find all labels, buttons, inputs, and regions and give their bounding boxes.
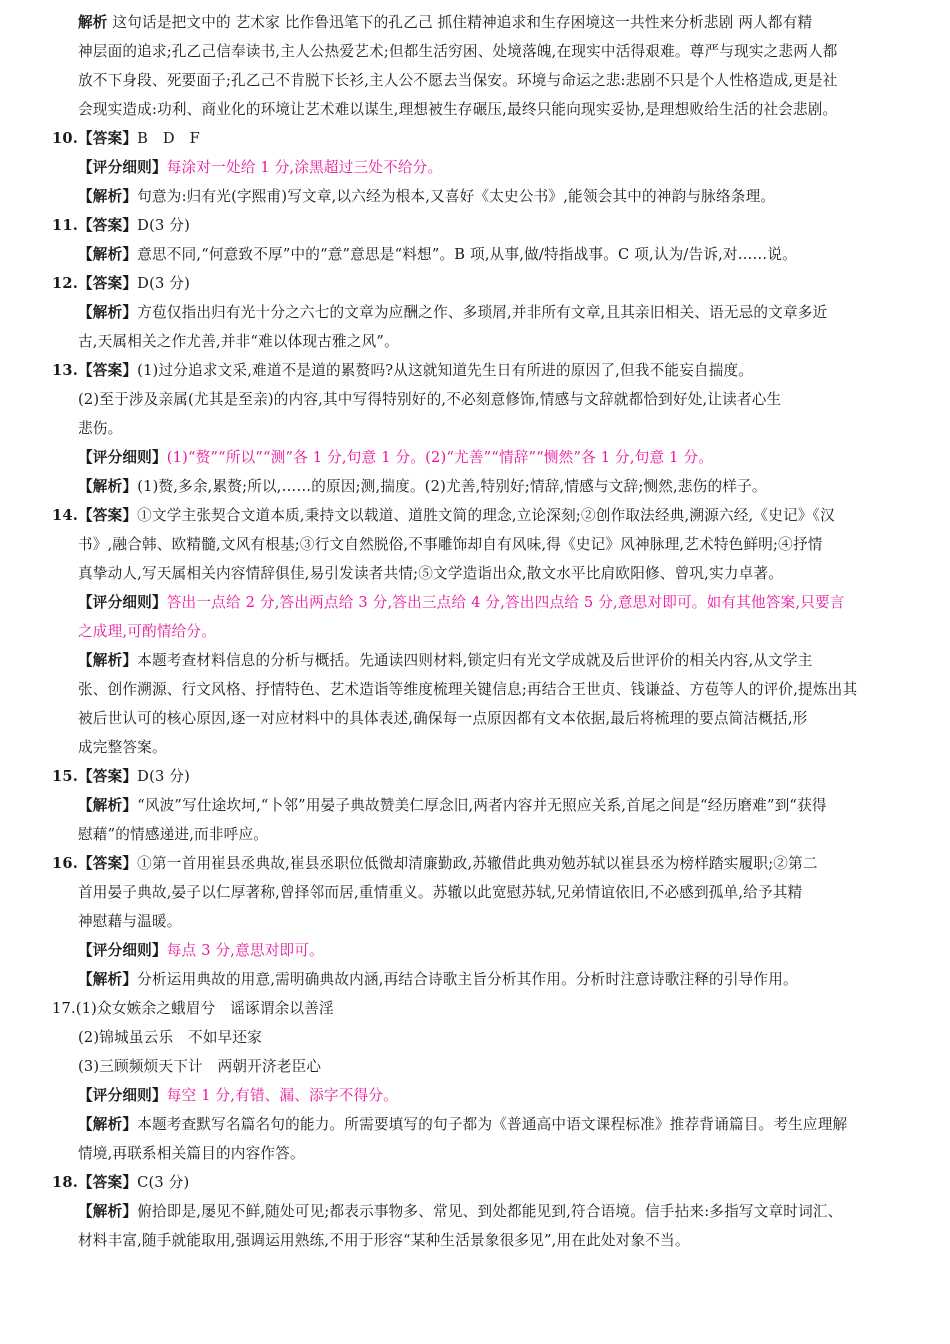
body-text: 神层面的追求;孔乙己信奉读书,主人公热爱艺术;但都生活穷困、处境落魄,在现实中活得艰难。尊严与现实之悲两人都: [78, 43, 838, 60]
section-label: 【解析】: [78, 246, 138, 263]
text-line: [52, 327, 902, 356]
text-line: [52, 298, 902, 327]
body-text: ①第一首用崔县丞典故,崔县丞职位低微却清廉勤政,苏辙借此典劝勉苏轼以崔县丞为榜样踏实履职;②第二: [137, 855, 818, 872]
text-line: [52, 762, 902, 791]
text-line: [52, 1081, 902, 1110]
section-label: 11.【答案】: [52, 217, 138, 234]
section-label: 【解析】: [78, 478, 138, 495]
section-label: 【评分细则】: [78, 942, 167, 959]
body-text: 材料丰富,随手就能取用,强调运用熟练,不用于形容“某种生活景象很多见”,用在此处对象不当。: [78, 1232, 690, 1249]
body-text: (3)三顾频烦天下计 两朝开济老臣心: [78, 1058, 322, 1075]
body-text: D(3 分): [137, 768, 190, 785]
body-text: 成完整答案。: [78, 739, 167, 756]
text-line: [52, 472, 902, 501]
text-line: [52, 820, 902, 849]
section-label: 解析: [78, 14, 108, 31]
text-line: [52, 849, 902, 878]
body-text: D(3 分): [137, 275, 190, 292]
scoring-rule-text: 每涂对一处给 1 分,涂黑超过三处不给分。: [166, 159, 443, 176]
section-label: 【解析】: [78, 797, 138, 814]
text-line: [52, 1168, 902, 1197]
text-line: [52, 646, 902, 675]
body-text: 会现实造成:功利、商业化的环境让艺术难以谋生,理想被生存碾压,最终只能向现实妥协,是理想败给生活的社会悲剧。: [78, 101, 838, 118]
scoring-rule-text: (1)“赘”“所以”“测”各 1 分,句意 1 分。(2)“尤善”“情辞”“恻然”各 1 分,句意 1 分。: [166, 449, 714, 466]
section-label: 12.【答案】: [52, 275, 138, 292]
text-line: [52, 936, 902, 965]
body-text: 神慰藉与温暖。: [78, 913, 182, 930]
body-text: 张、创作溯源、行文风格、抒情特色、艺术造诣等维度梳理关键信息;再结合王世贞、钱谦益、方苞等人的评价,提炼出其: [78, 681, 858, 698]
body-text: 方苞仅指出归有光十分之六七的文章为应酬之作、多琐屑,并非所有文章,且其亲旧相关、语无忌的文章多近: [137, 304, 828, 321]
text-line: [52, 704, 902, 733]
body-text: 书》,融合韩、欧精髓,文风有根基;③行文自然脱俗,不事雕饰却自有风味,得《史记》风神脉理,艺术特色鲜明;④抒情: [78, 536, 823, 553]
body-text: 慰藉”的情感递进,而非呼应。: [78, 826, 269, 843]
text-line: [52, 269, 902, 298]
text-line: [52, 95, 902, 124]
text-line: [52, 733, 902, 762]
text-line: [52, 414, 902, 443]
body-text: C(3 分): [137, 1174, 190, 1191]
section-label: 【解析】: [78, 1116, 138, 1133]
scoring-rule-text: 每点 3 分,意思对即可。: [166, 942, 324, 959]
text-line: [52, 182, 902, 211]
text-line: [52, 530, 902, 559]
section-label: 15.【答案】: [52, 768, 138, 785]
section-label: 【解析】: [78, 188, 138, 205]
section-label: 【解析】: [78, 652, 138, 669]
section-label: 【评分细则】: [78, 594, 167, 611]
text-line: [52, 66, 902, 95]
body-text: 分析运用典故的用意,需明确典故内涵,再结合诗歌主旨分析其作用。分析时注意诗歌注释的引导作用。: [137, 971, 798, 988]
text-line: [52, 211, 902, 240]
body-text: 这句话是把文中的 艺术家 比作鲁迅笔下的孔乙己 抓住精神追求和生存困境这一共性来分析悲剧 两人都有精: [107, 14, 813, 31]
body-text: 17.(1)众女嫉余之蛾眉兮 谣诼谓余以善淫: [52, 1000, 334, 1017]
body-text: 意思不同,“何意致不厚”中的“意”意思是“料想”。B 项,从事,做/特指战事。C 项,认为/告诉,对……说。: [137, 246, 797, 263]
text-line: [52, 443, 902, 472]
scoring-rule-text: 之成理,可酌情给分。: [78, 623, 216, 640]
scoring-rule-text: 每空 1 分,有错、漏、添字不得分。: [166, 1087, 398, 1104]
text-line: [52, 385, 902, 414]
text-line: [52, 1110, 902, 1139]
text-line: [52, 8, 902, 37]
body-text: “风波”写仕途坎坷,“卜邻”用晏子典故赞美仁厚念旧,两者内容并无照应关系,首尾之间是“经历磨难”到“获得: [137, 797, 827, 814]
text-line: [52, 617, 902, 646]
body-text: (2)锦城虽云乐 不如早还家: [78, 1029, 263, 1046]
section-label: 【评分细则】: [78, 449, 167, 466]
body-text: 放不下身段、死要面子;孔乙己不肯脱下长衫,主人公不愿去当保安。环境与命运之悲:悲剧不只是个人性格造成,更是社: [78, 72, 838, 89]
body-text: 情境,再联系相关篇目的内容作答。: [78, 1145, 305, 1162]
section-label: 10.【答案】: [52, 130, 138, 147]
text-line: [52, 588, 902, 617]
text-line: [52, 1052, 902, 1081]
text-line: [52, 1023, 902, 1052]
text-line: [52, 1226, 902, 1255]
body-text: ①文学主张契合文道本质,秉持文以载道、道胜文简的理念,立论深刻;②创作取法经典,溯源六经,《史记》《汉: [137, 507, 835, 524]
text-line: [52, 965, 902, 994]
section-label: 【评分细则】: [78, 1087, 167, 1104]
section-label: 18.【答案】: [52, 1174, 138, 1191]
text-line: [52, 907, 902, 936]
body-text: 被后世认可的核心原因,逐一对应材料中的具体表述,确保每一点原因都有文本依据,最后将梳理的要点简洁概括,形: [78, 710, 808, 727]
body-text: 俯拾即是,屡见不鲜,随处可见;都表示事物多、常见、到处都能见到,符合语境。信手拈来:多指写文章时词汇、: [137, 1203, 843, 1220]
text-line: [52, 356, 902, 385]
section-label: 13.【答案】: [52, 362, 138, 379]
section-label: 【解析】: [78, 971, 138, 988]
text-line: [52, 878, 902, 907]
text-line: [52, 559, 902, 588]
body-text: 首用晏子典故,晏子以仁厚著称,曾择邻而居,重情重义。苏辙以此宽慰苏轼,兄弟情谊依旧,不必感到孤单,给予其精: [78, 884, 803, 901]
text-line: [52, 1197, 902, 1226]
body-text: (1)过分追求文采,难道不是道的累赘吗?从这就知道先生日有所进的原因了,但我不能妄自揣度。: [137, 362, 754, 379]
text-line: [52, 791, 902, 820]
text-line: [52, 37, 902, 66]
body-text: (2)至于涉及亲属(尤其是至亲)的内容,其中写得特别好的,不必刻意修饰,情感与文辞就都恰到好处,让读者心生: [78, 391, 782, 408]
section-label: 【解析】: [78, 1203, 138, 1220]
body-text: 句意为:归有光(字熙甫)写文章,以六经为根本,又喜好《太史公书》,能领会其中的神韵与脉络条理。: [137, 188, 776, 205]
text-line: [52, 675, 902, 704]
scoring-rule-text: 答出一点给 2 分,答出两点给 3 分,答出三点给 4 分,答出四点给 5 分,意思对即可。如有其他答案,只要言: [166, 594, 845, 611]
body-text: B D F: [137, 130, 200, 147]
section-label: 【评分细则】: [78, 159, 167, 176]
body-text: (1)赘,多余,累赘;所以,……的原因;测,揣度。(2)尤善,特别好;情辞,情感与文辞;恻然,悲伤的样子。: [137, 478, 767, 495]
section-label: 【解析】: [78, 304, 138, 321]
text-line: [52, 994, 902, 1023]
text-line: [52, 124, 902, 153]
section-label: 16.【答案】: [52, 855, 138, 872]
body-text: 真挚动人,写天属相关内容情辞俱佳,易引发读者共情;⑤文学造诣出众,散文水平比肩欧阳修、曾巩,实力卓著。: [78, 565, 783, 582]
body-text: 悲伤。: [78, 420, 123, 437]
body-text: 本题考查材料信息的分析与概括。先通读四则材料,锁定归有光文学成就及后世评价的相关内容,从文学主: [137, 652, 813, 669]
text-line: [52, 240, 902, 269]
text-line: [52, 153, 902, 182]
body-text: 古,天属相关之作尤善,并非“难以体现古雅之风”。: [78, 333, 399, 350]
section-label: 14.【答案】: [52, 507, 138, 524]
text-line: [52, 1139, 902, 1168]
body-text: D(3 分): [137, 217, 190, 234]
body-text: 本题考查默写名篇名句的能力。所需要填写的句子都为《普通高中语文课程标准》推荐背诵篇目。考生应理解: [137, 1116, 848, 1133]
text-line: [52, 501, 902, 530]
